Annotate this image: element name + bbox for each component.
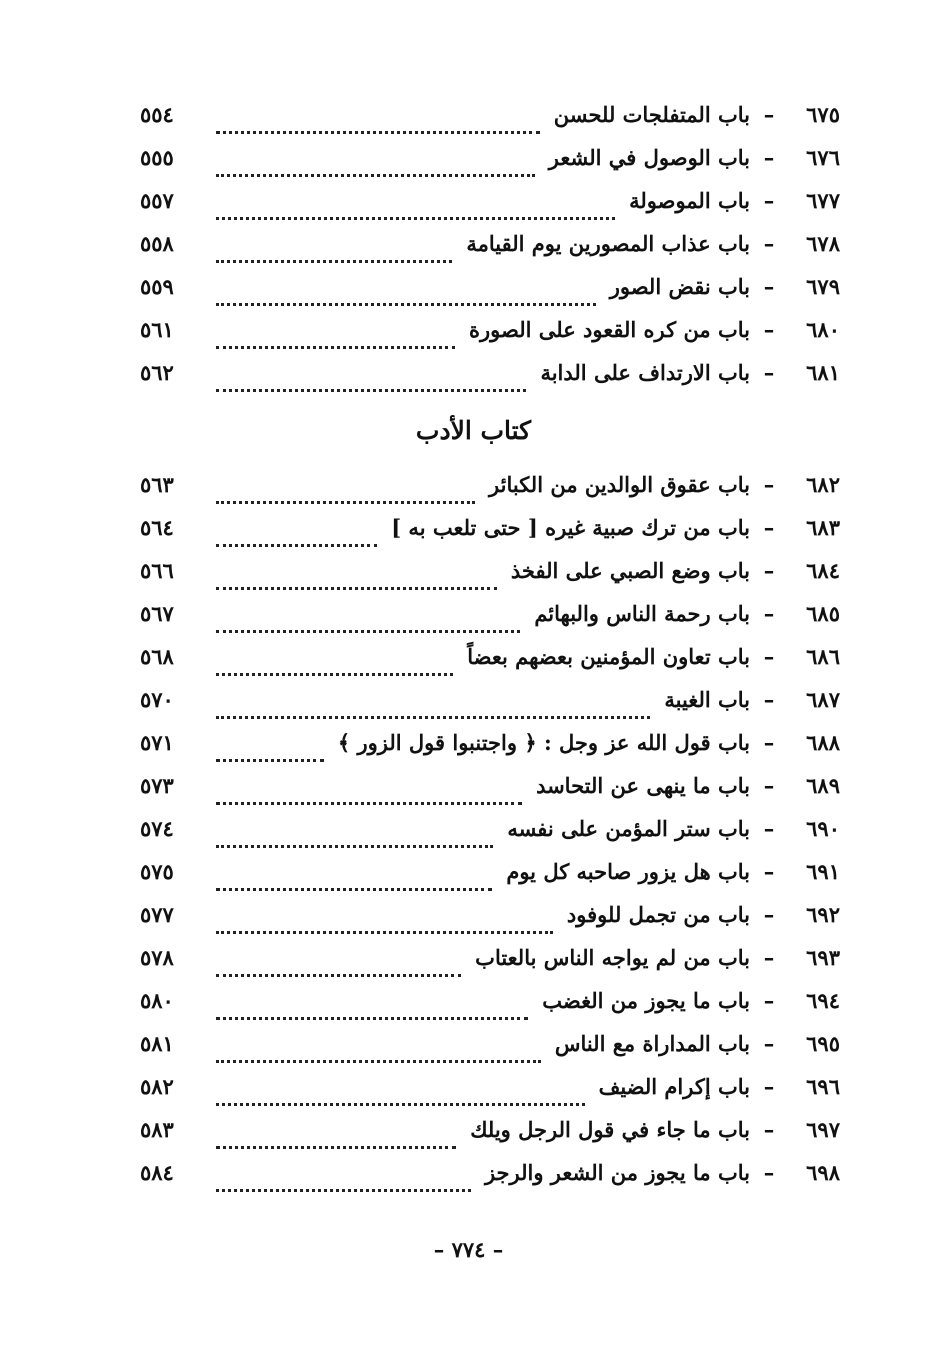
entry-number: ٦٩٧ [806,1117,840,1142]
dot-leader [216,673,453,676]
dot-leader [216,759,324,762]
entry-page-number: ٥٧٥ [140,859,174,884]
entry-number: ٦٧٩ [806,274,840,299]
entry-number: ٦٨٩ [806,773,840,798]
dot-leader [216,260,452,263]
entry-title: باب قول الله عز وجل : ﴿ واجتنبوا قول الزور ﴾ [337,730,750,755]
toc-entry [140,317,840,360]
entry-dash: – [763,102,775,127]
entry-number: ٦٩٥ [806,1031,840,1056]
entry-number: ٦٩٣ [806,945,840,970]
entry-dash: – [763,902,775,927]
entry-number: ٦٧٦ [806,145,840,170]
toc-entry [140,644,840,687]
entry-page-number: ٥٨٠ [140,988,174,1013]
entry-page-number: ٥٧٨ [140,945,174,970]
entry-dash: – [763,188,775,213]
entry-page-number: ٥٧٠ [140,687,174,712]
entry-number: ٦٩٦ [806,1074,840,1099]
entry-number: ٦٧٥ [806,102,840,127]
toc-entry [140,515,840,558]
entry-number: ٦٨٨ [806,730,840,755]
entry-number: ٦٨١ [806,360,840,385]
dot-leader [216,974,461,977]
toc-entry [140,1117,840,1160]
entry-number: ٦٨٤ [806,558,840,583]
entry-page-number: ٥٥٩ [140,274,174,299]
toc-entry [140,816,840,859]
entry-number: ٦٩٢ [806,902,840,927]
entry-dash: – [763,1031,775,1056]
entry-dash: – [763,231,775,256]
entry-number: ٦٨٠ [806,317,840,342]
dot-leader [216,217,615,220]
entry-page-number: ٥٥٤ [140,102,174,127]
entry-title: باب الموصولة [629,188,750,213]
entry-page-number: ٥٥٧ [140,188,174,213]
toc-entry [140,360,840,403]
entry-dash: – [763,859,775,884]
entry-dash: – [763,773,775,798]
dot-leader [216,544,377,547]
entry-dash: – [763,1160,775,1185]
dot-leader [216,1103,585,1106]
entry-title: باب عقوق الوالدين من الكبائر [489,472,750,497]
entry-title: باب ما يجوز من الشعر والرجز [484,1160,750,1185]
dot-leader [216,1189,471,1192]
entry-dash: – [763,730,775,755]
entry-dash: – [763,816,775,841]
entry-dash: – [763,317,775,342]
toc-entry [140,558,840,601]
toc-group-two [140,472,840,1203]
toc-entry [140,145,840,188]
entry-page-number: ٥٦٤ [140,515,174,540]
entry-page-number: ٥٥٨ [140,231,174,256]
entry-dash: – [763,515,775,540]
entry-dash: – [763,988,775,1013]
entry-page-number: ٥٨٣ [140,1117,174,1142]
toc-entry [140,188,840,231]
toc-entry [140,773,840,816]
dot-leader [216,1017,528,1020]
entry-page-number: ٥٧٣ [140,773,174,798]
dot-leader [216,174,535,177]
toc-entry [140,601,840,644]
dot-leader [216,1146,456,1149]
toc-entry [140,231,840,274]
entry-page-number: ٥٦٨ [140,644,174,669]
dot-leader [216,131,540,134]
toc-entry [140,274,840,317]
entry-dash: – [763,360,775,385]
toc-entry [140,1074,840,1117]
entry-page-number: ٥٧٧ [140,902,174,927]
entry-title: باب تعاون المؤمنين بعضهم بعضاً [467,644,750,669]
dot-leader [216,346,455,349]
entry-title: باب ما جاء في قول الرجل ويلك [470,1117,750,1142]
entry-number: ٦٧٨ [806,231,840,256]
section-heading: كتاب الأدب [415,416,532,445]
dot-leader [216,630,520,633]
entry-title: باب الغيبة [664,687,750,712]
entry-page-number: ٥٨٢ [140,1074,174,1099]
entry-page-number: ٥٨١ [140,1031,174,1056]
dot-leader [216,389,526,392]
dot-leader [216,303,596,306]
dot-leader [216,501,475,504]
entry-title: باب إكرام الضيف [598,1074,750,1099]
entry-title: باب عذاب المصورين يوم القيامة [466,231,750,256]
entry-number: ٦٩١ [806,859,840,884]
entry-dash: – [763,558,775,583]
entry-dash: – [763,274,775,299]
toc-entry [140,102,840,145]
entry-dash: – [763,601,775,626]
page-number-footer: – ٧٧٤ – [433,1237,504,1262]
entry-number: ٦٨٧ [806,687,840,712]
entry-title: باب المداراة مع الناس [554,1031,750,1056]
entry-title: باب من كره القعود على الصورة [469,317,750,342]
toc-group-one [140,102,840,403]
entry-number: ٦٧٧ [806,188,840,213]
entry-title: باب وضع الصبي على الفخذ [510,558,750,583]
entry-title: باب ما ينهى عن التحاسد [536,773,750,798]
entry-title: باب الارتداف على الدابة [540,360,750,385]
dot-leader [216,587,497,590]
entry-title: باب من ترك صبية غيره [ حتى تلعب به ] [391,515,750,540]
toc-entry [140,859,840,902]
dot-leader [216,931,553,934]
entry-title: باب من لم يواجه الناس بالعتاب [475,945,750,970]
entry-title: باب ستر المؤمن على نفسه [507,816,750,841]
entry-title: باب من تجمل للوفود [566,902,750,927]
toc-entry [140,988,840,1031]
toc-entry [140,902,840,945]
entry-title: باب ما يجوز من الغضب [542,988,750,1013]
entry-number: ٦٨٥ [806,601,840,626]
entry-page-number: ٥٧٤ [140,816,174,841]
entry-page-number: ٥٨٤ [140,1160,174,1185]
dot-leader [216,1060,541,1063]
entry-dash: – [763,145,775,170]
entry-number: ٦٩٠ [806,816,840,841]
entry-page-number: ٥٧١ [140,730,174,755]
toc-entry [140,945,840,988]
entry-title: باب رحمة الناس والبهائم [534,601,750,626]
entry-dash: – [763,472,775,497]
toc-entry [140,730,840,773]
dot-leader [216,716,650,719]
entry-dash: – [763,1074,775,1099]
entry-number: ٦٨٢ [806,472,840,497]
entry-number: ٦٩٤ [806,988,840,1013]
entry-title: باب الوصول في الشعر [548,145,750,170]
entry-title: باب المتفلجات للحسن [553,102,750,127]
entry-page-number: ٥٥٥ [140,145,174,170]
entry-page-number: ٥٦٦ [140,558,174,583]
dot-leader [216,888,492,891]
entry-dash: – [763,687,775,712]
entry-title: باب هل يزور صاحبه كل يوم [506,859,750,884]
entry-page-number: ٥٦١ [140,317,174,342]
entry-dash: – [763,644,775,669]
dot-leader [216,802,522,805]
entry-number: ٦٨٦ [806,644,840,669]
toc-entry [140,687,840,730]
entry-dash: – [763,1117,775,1142]
toc-entry [140,1031,840,1074]
dot-leader [216,845,493,848]
toc-entry [140,1160,840,1203]
entry-page-number: ٥٦٢ [140,360,174,385]
entry-number: ٦٨٣ [806,515,840,540]
toc-entry [140,472,840,515]
entry-page-number: ٥٦٣ [140,472,174,497]
entry-page-number: ٥٦٧ [140,601,174,626]
entry-dash: – [763,945,775,970]
entry-number: ٦٩٨ [806,1160,840,1185]
entry-title: باب نقض الصور [609,274,750,299]
